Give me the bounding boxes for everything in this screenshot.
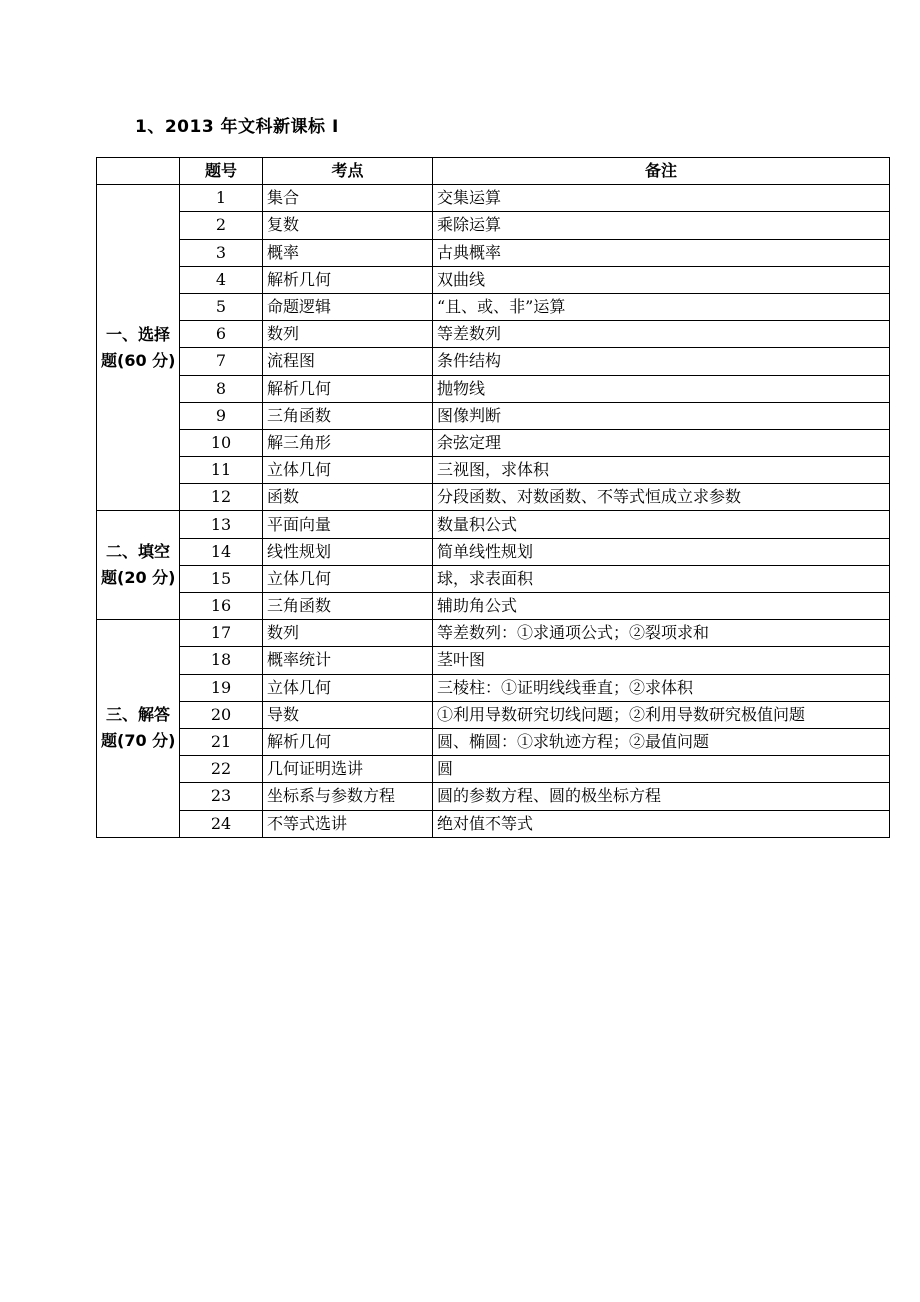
section-fill-blank xyxy=(97,511,180,620)
section-answer xyxy=(97,620,180,838)
question-topic: 立体几何 xyxy=(263,565,433,592)
question-number: 23 xyxy=(180,783,263,810)
question-note: 古典概率 xyxy=(433,239,890,266)
question-number: 14 xyxy=(180,538,263,565)
table-row xyxy=(97,674,890,701)
question-topic: 解三角形 xyxy=(263,429,433,456)
question-number: 20 xyxy=(180,701,263,728)
question-topic: 概率 xyxy=(263,239,433,266)
question-note: 简单线性规划 xyxy=(433,538,890,565)
question-number: 6 xyxy=(180,321,263,348)
header-blank xyxy=(97,158,180,185)
table-row xyxy=(97,484,890,511)
question-note: 球，求表面积 xyxy=(433,565,890,592)
table-row xyxy=(97,185,890,212)
table-row xyxy=(97,239,890,266)
question-number: 3 xyxy=(180,239,263,266)
question-number: 15 xyxy=(180,565,263,592)
question-note: “且、或、非”运算 xyxy=(433,293,890,320)
question-note: 交集运算 xyxy=(433,185,890,212)
question-note: 分段函数、对数函数、不等式恒成立求参数 xyxy=(433,484,890,511)
question-topic: 平面向量 xyxy=(263,511,433,538)
question-note: 三棱柱：①证明线线垂直；②求体积 xyxy=(433,674,890,701)
table-row xyxy=(97,756,890,783)
question-number: 5 xyxy=(180,293,263,320)
table-row xyxy=(97,212,890,239)
question-topic: 导数 xyxy=(263,701,433,728)
question-topic: 解析几何 xyxy=(263,266,433,293)
question-topic: 解析几何 xyxy=(263,728,433,755)
section-fill-blank-line1: 二、填空 xyxy=(105,542,170,562)
question-number: 1 xyxy=(180,185,263,212)
document-title: 1、2013 年文科新课标 I xyxy=(135,117,339,137)
question-number: 13 xyxy=(180,511,263,538)
question-topic: 解析几何 xyxy=(263,375,433,402)
question-number: 19 xyxy=(180,674,263,701)
table-row xyxy=(97,402,890,429)
question-note: 数量积公式 xyxy=(433,511,890,538)
section-fill-blank-line2: 题(20 分) xyxy=(101,568,176,588)
question-note: ①利用导数研究切线问题；②利用导数研究极值问题 xyxy=(433,701,890,728)
question-topic: 函数 xyxy=(263,484,433,511)
table-row xyxy=(97,701,890,728)
question-topic: 数列 xyxy=(263,321,433,348)
question-topic: 几何证明选讲 xyxy=(263,756,433,783)
question-number: 22 xyxy=(180,756,263,783)
question-number: 9 xyxy=(180,402,263,429)
exam-topic-table xyxy=(96,157,890,838)
question-note: 圆 xyxy=(433,756,890,783)
question-topic: 不等式选讲 xyxy=(263,810,433,837)
question-topic: 立体几何 xyxy=(263,674,433,701)
question-topic: 线性规划 xyxy=(263,538,433,565)
question-topic: 流程图 xyxy=(263,348,433,375)
question-number: 21 xyxy=(180,728,263,755)
question-topic: 集合 xyxy=(263,185,433,212)
table-row xyxy=(97,321,890,348)
table-header-row xyxy=(97,158,890,185)
table-row xyxy=(97,810,890,837)
question-number: 17 xyxy=(180,620,263,647)
question-number: 2 xyxy=(180,212,263,239)
question-topic: 立体几何 xyxy=(263,457,433,484)
question-note: 等差数列：①求通项公式；②裂项求和 xyxy=(433,620,890,647)
question-topic: 坐标系与参数方程 xyxy=(263,783,433,810)
question-note: 三视图，求体积 xyxy=(433,457,890,484)
header-number: 题号 xyxy=(180,158,263,185)
question-number: 8 xyxy=(180,375,263,402)
question-note: 双曲线 xyxy=(433,266,890,293)
question-topic: 复数 xyxy=(263,212,433,239)
question-topic: 概率统计 xyxy=(263,647,433,674)
question-note: 圆、椭圆：①求轨迹方程；②最值问题 xyxy=(433,728,890,755)
section-answer-line2: 题(70 分) xyxy=(101,731,176,751)
table-row xyxy=(97,375,890,402)
question-note: 等差数列 xyxy=(433,321,890,348)
section-choice xyxy=(97,185,180,511)
question-note: 乘除运算 xyxy=(433,212,890,239)
question-topic: 数列 xyxy=(263,620,433,647)
question-number: 10 xyxy=(180,429,263,456)
question-note: 条件结构 xyxy=(433,348,890,375)
question-number: 16 xyxy=(180,593,263,620)
table-row xyxy=(97,728,890,755)
question-note: 抛物线 xyxy=(433,375,890,402)
section-answer-line1: 三、解答 xyxy=(105,705,170,725)
table-row xyxy=(97,348,890,375)
table-row xyxy=(97,565,890,592)
question-number: 4 xyxy=(180,266,263,293)
table-row xyxy=(97,538,890,565)
section-choice-line1: 一、选择 xyxy=(105,324,170,344)
table-row xyxy=(97,429,890,456)
question-note: 辅助角公式 xyxy=(433,593,890,620)
question-note: 余弦定理 xyxy=(433,429,890,456)
question-topic: 命题逻辑 xyxy=(263,293,433,320)
table-row xyxy=(97,293,890,320)
question-number: 12 xyxy=(180,484,263,511)
section-choice-line2: 题(60 分) xyxy=(101,350,176,370)
table-row xyxy=(97,647,890,674)
question-number: 18 xyxy=(180,647,263,674)
question-number: 11 xyxy=(180,457,263,484)
question-topic: 三角函数 xyxy=(263,593,433,620)
table-row xyxy=(97,457,890,484)
question-number: 7 xyxy=(180,348,263,375)
question-note: 绝对值不等式 xyxy=(433,810,890,837)
header-note: 备注 xyxy=(433,158,890,185)
question-topic: 三角函数 xyxy=(263,402,433,429)
question-number: 24 xyxy=(180,810,263,837)
question-note: 茎叶图 xyxy=(433,647,890,674)
table-row xyxy=(97,593,890,620)
table-row xyxy=(97,511,890,538)
table-row xyxy=(97,783,890,810)
header-topic: 考点 xyxy=(263,158,433,185)
table-row xyxy=(97,620,890,647)
question-note: 图像判断 xyxy=(433,402,890,429)
question-note: 圆的参数方程、圆的极坐标方程 xyxy=(433,783,890,810)
table-row xyxy=(97,266,890,293)
